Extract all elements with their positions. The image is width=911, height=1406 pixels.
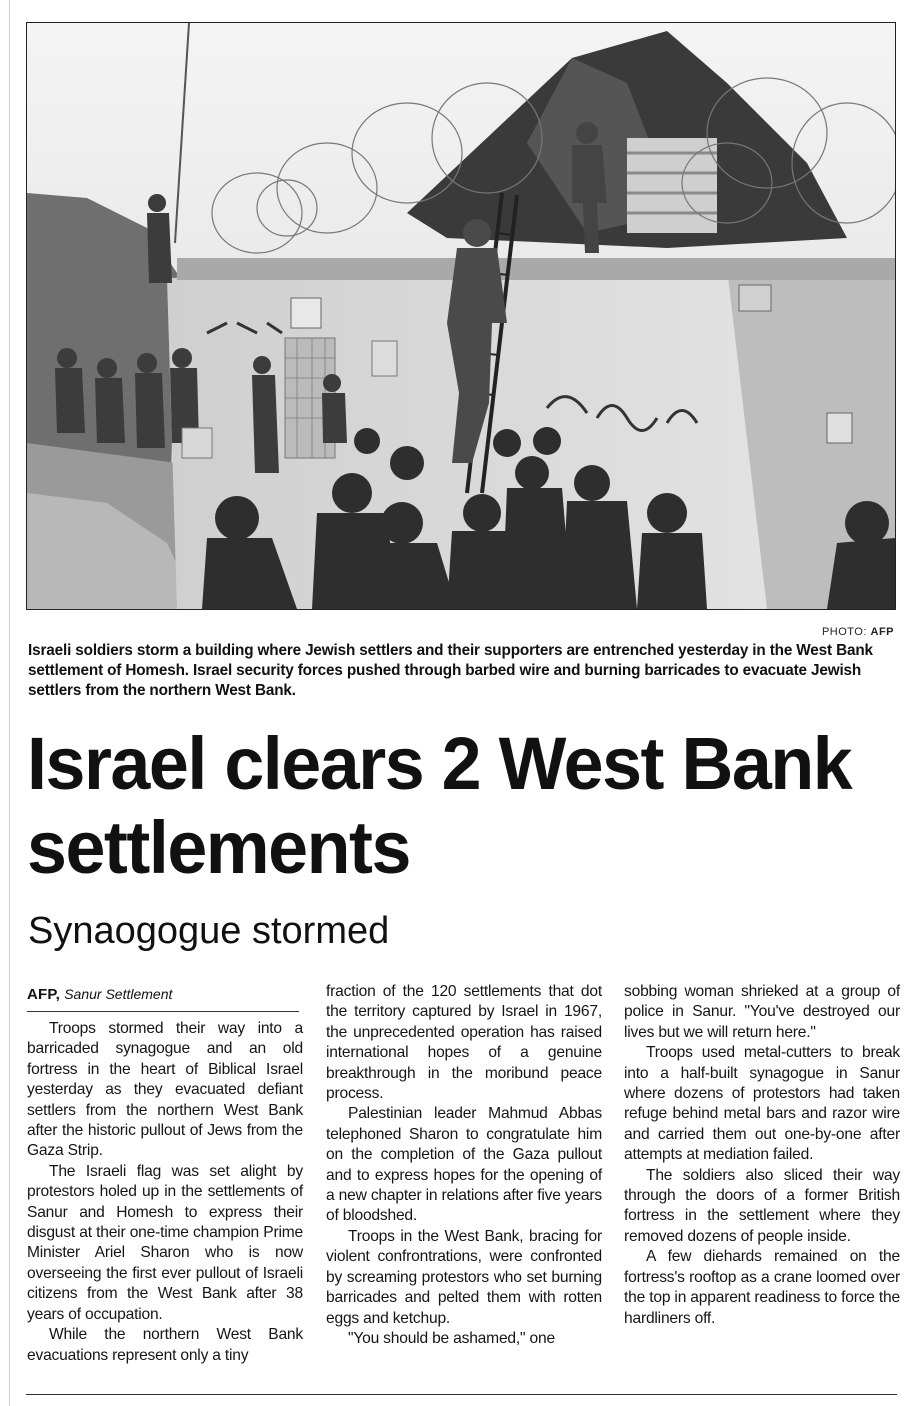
subheadline: Synaogogue stormed xyxy=(28,910,390,952)
byline-location: Sanur Settlement xyxy=(64,986,173,1002)
byline xyxy=(27,984,299,1012)
photo-illustration xyxy=(27,23,895,609)
column-divider-line xyxy=(9,0,10,1406)
bottom-divider-line xyxy=(26,1394,897,1395)
byline-agency: AFP, xyxy=(27,986,61,1003)
article-paragraph: Troops stormed their way into a barricaded synagogue and an old fortress in the heart of Biblical Israel yesterday as they evacuated defiant settlers from the northern West Bank after the historic pullout of Jews from the Gaza Strip. xyxy=(27,1020,303,1160)
article-paragraph: fraction of the 120 settlements that dot the territory captured by Israel in 1967, the unprecedented operation has raised international hopes of a genuine breakthrough in the moribund peace process. xyxy=(326,983,602,1103)
news-photo xyxy=(26,22,896,610)
article-paragraph: Troops in the West Bank, bracing for violent confrontrations, were confronted by screaming protestors who set burning barricades and pelted them with rotten eggs and ketchup. xyxy=(326,1227,602,1327)
article-paragraph: The soldiers also sliced their way through the doors of a former British fortress in the settlement where they removed dozens of people inside. xyxy=(624,1166,900,1245)
article-paragraph: The Israeli flag was set alight by protestors holed up in the settlements of Sanur and Homesh to express their disgust at their one-time champion Prime Minister Ariel Sharon who is now overseeing the first ever pullout of Israeli citizens from the West Bank after 38 years of occupation. xyxy=(27,1162,303,1323)
article-paragraph: "You should be ashamed," one xyxy=(348,1329,555,1347)
headline: Israel clears 2 West Bank settlements xyxy=(27,722,852,889)
article-column-1 xyxy=(27,1019,303,1366)
article-column-3 xyxy=(624,982,900,1329)
article-paragraph: sobbing woman shrieked at a group of police in Sanur. "You've destroyed our lives but we will return here." xyxy=(624,983,900,1041)
photo-credit-label: PHOTO: xyxy=(821,626,867,638)
photo-credit-source: AFP xyxy=(870,626,894,638)
photo-credit xyxy=(822,626,894,638)
article-paragraph: While the northern West Bank evacuations represent only a tiny xyxy=(27,1326,303,1364)
article-paragraph: Troops used metal-cutters to break into a half-built synagogue in Sanur where dozens of protestors had taken refuge behind metal bars and razor wire and carried them out one-by-one after attempts at mediation failed. xyxy=(624,1044,900,1164)
article-paragraph: Palestinian leader Mahmud Abbas telephoned Sharon to congratulate him on the completion of the Gaza pullout and to express hopes for the opening of a new chapter in relations after five years of bloodshed. xyxy=(326,1105,602,1225)
article-column-2 xyxy=(326,982,602,1349)
photo-caption: Israeli soldiers storm a building where Jewish settlers and their supporters are entrenched yesterday in the West Bank settlement of Homesh. Israel security forces pushed through barbed wire and burning barricades to evacuate Jewish settlers from the northern West Bank. xyxy=(28,642,873,699)
article-paragraph: A few diehards remained on the fortress's rooftop as a crane loomed over the top in apparent readiness to force the hardliners off. xyxy=(624,1248,900,1327)
